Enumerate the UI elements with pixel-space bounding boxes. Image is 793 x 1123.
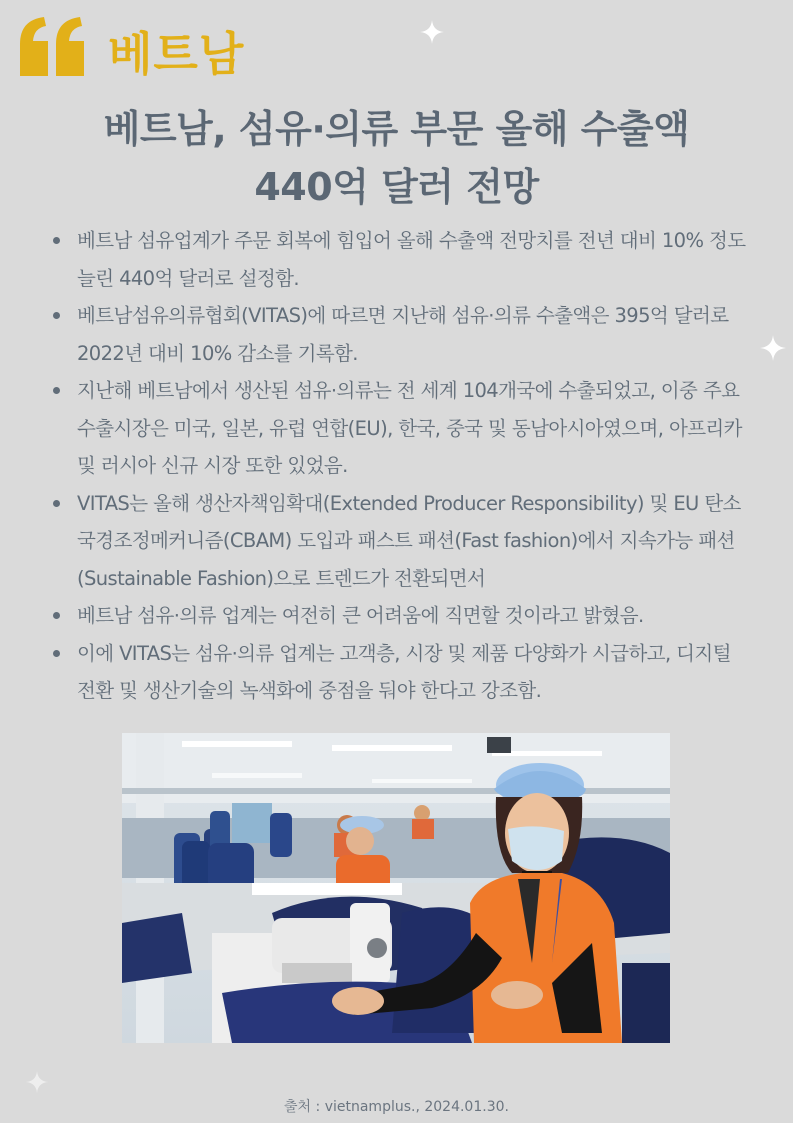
sparkle-icon	[760, 335, 786, 361]
factory-photo	[122, 733, 670, 1043]
bullet-item: 베트남섬유의류협회(VITAS)에 따르면 지난해 섬유·의류 수출액은 395억 달러로 2022년 대비 10% 감소를 기록함.	[50, 297, 750, 372]
title-line-2: 440억 달러 전망	[254, 165, 539, 209]
bullet-list	[50, 222, 750, 710]
bullet-item: 이에 VITAS는 섬유·의류 업계는 고객층, 시장 및 제품 다양화가 시급하고, 디지털 전환 및 생산기술의 녹색화에 중점을 둬야 한다고 강조함.	[50, 635, 750, 710]
bullet-item: VITAS는 올해 생산자책임확대(Extended Producer Responsibility) 및 EU 탄소국경조정메커니즘(CBAM) 도입과 패스트 패션(Fast fashion)에서 지속가능 패션(Sustainable Fashion)으로 트렌드가 전환되면서	[50, 485, 750, 598]
sparkle-icon	[26, 1071, 48, 1093]
source-citation: 출처 : vietnamplus., 2024.01.30.	[284, 1099, 509, 1115]
bullet-item: 베트남 섬유업계가 주문 회복에 힘입어 올해 수출액 전망치를 전년 대비 10% 정도 늘린 440억 달러로 설정함.	[50, 222, 750, 297]
category-label: 베트남	[108, 27, 245, 81]
bullet-item: 베트남 섬유·의류 업계는 여전히 큰 어려움에 직면할 것이라고 밝혔음.	[50, 597, 750, 635]
bullet-item: 지난해 베트남에서 생산된 섬유·의류는 전 세계 104개국에 수출되었고, 이중 주요 수출시장은 미국, 일본, 유럽 연합(EU), 한국, 중국 및 동남아시아였으며, 아프리카 및 러시아 신규 시장 또한 있었음.	[50, 372, 750, 485]
sparkle-icon	[420, 20, 444, 44]
page-title	[40, 100, 753, 216]
title-line-1: 베트남, 섬유·의류 부문 올해 수출액	[103, 107, 690, 151]
left-double-quote-icon	[18, 14, 88, 78]
